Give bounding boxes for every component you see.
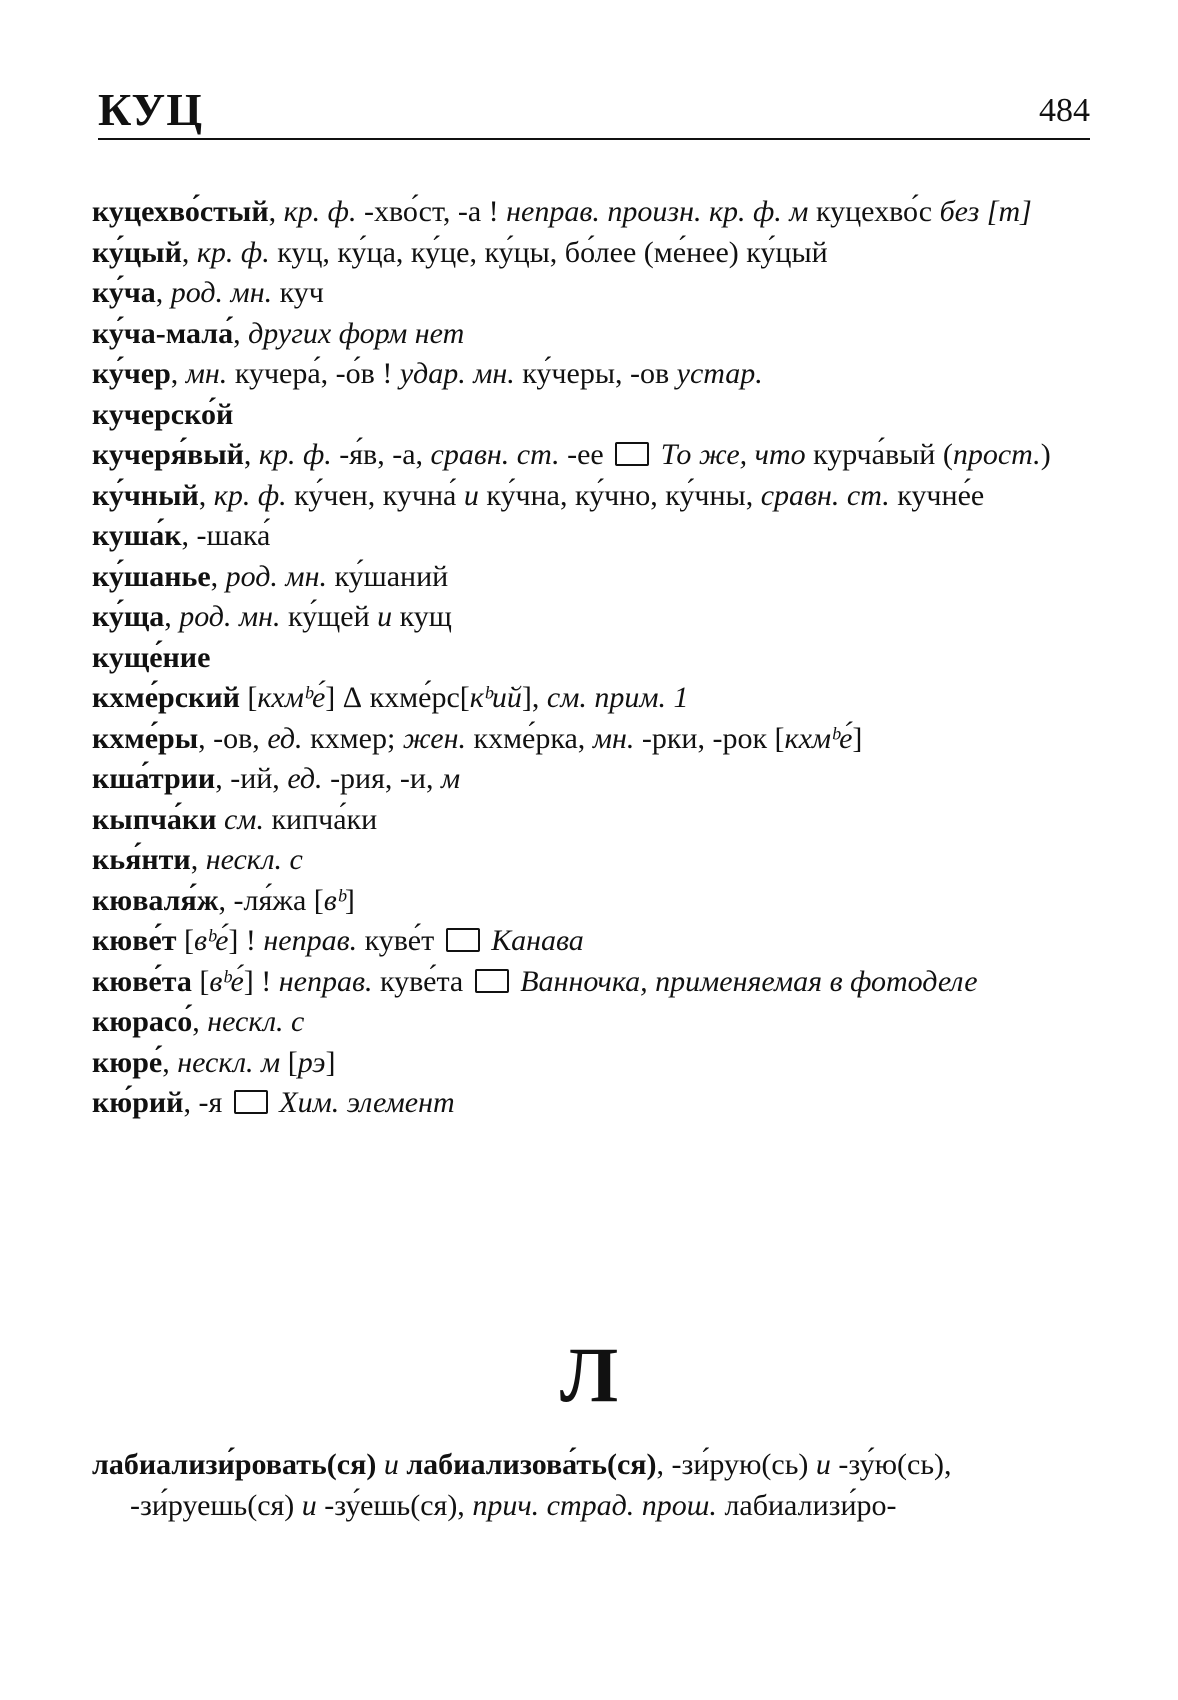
entry-text: , -ов, — [198, 721, 268, 755]
definition-box-icon — [446, 928, 480, 952]
entry-text: ] — [344, 883, 355, 917]
dictionary-entry — [92, 476, 1092, 517]
grammar-note: Канава — [491, 924, 584, 957]
dictionary-entry — [92, 921, 1092, 962]
entry-text: [ — [176, 924, 194, 957]
dictionary-entry — [92, 638, 1092, 679]
headword: кюрасо́ — [92, 1005, 193, 1038]
headword: кья́нти — [92, 843, 191, 876]
dictionary-entry — [92, 962, 1092, 1003]
grammar-note: прич. страд. прош. — [472, 1488, 717, 1522]
entry-text: -рия, -и, — [322, 762, 441, 795]
page-number: 484 — [1039, 92, 1090, 129]
dictionary-entry — [92, 435, 1092, 476]
grammar-note: и — [383, 1448, 399, 1481]
grammar-note: нескл. м — [177, 1045, 281, 1079]
entry-text: [ — [280, 1045, 298, 1079]
grammar-note: неправ. — [263, 924, 358, 957]
grammar-note: м — [440, 762, 461, 795]
grammar-note: ед. — [267, 721, 303, 755]
grammar-note: То же, что — [660, 438, 806, 471]
headword: кша́трии — [92, 762, 216, 795]
grammar-note: рэ — [297, 1045, 326, 1079]
entry-text: куве́т — [357, 924, 442, 957]
entry-text: -рки, -рок [ — [634, 721, 785, 755]
entry-text: , — [181, 235, 197, 269]
entry-text: -ее — [559, 438, 612, 471]
headword: ку́ча — [92, 276, 156, 309]
grammar-note: устар. — [676, 357, 763, 390]
dictionary-entry — [92, 192, 1092, 233]
page-header — [98, 82, 1090, 140]
grammar-note: сравн. ст. — [430, 438, 560, 471]
headword: кучеря́вый — [92, 438, 244, 471]
entry-text: , — [190, 843, 206, 876]
headword: кхме́ры — [92, 721, 199, 755]
entry-text: -зу́ю(сь), -зи́руешь(ся) — [130, 1448, 952, 1522]
entry-text: -зу́ешь(ся), — [316, 1488, 473, 1522]
dictionary-entry — [92, 233, 1092, 274]
entry-text — [376, 1448, 384, 1481]
headword: ку́чер — [92, 357, 171, 390]
entry-text: ] — [852, 721, 863, 755]
dictionary-entry — [92, 354, 1092, 395]
headword: кхме́рский — [92, 681, 240, 714]
headword: лабиализова́ть(ся) — [406, 1448, 657, 1481]
entry-text: кхмер; — [302, 721, 403, 755]
dictionary-entry — [92, 881, 1092, 922]
entry-text: , — [268, 195, 284, 228]
entry-text: ] ! — [228, 924, 264, 957]
entry-text: , -я — [183, 1086, 230, 1119]
headword: ку́ща — [92, 600, 165, 633]
dictionary-entry — [92, 800, 1092, 841]
entry-text: [ — [239, 681, 258, 714]
entry-text — [653, 438, 661, 471]
entry-text: кучне́е — [889, 478, 985, 512]
entry-text: , — [170, 357, 186, 390]
entry-text: ] ! — [243, 964, 279, 998]
dictionary-entry — [92, 678, 1092, 719]
dictionary-entry — [92, 557, 1092, 598]
grammar-note: и — [815, 1448, 831, 1481]
entry-text: , -ля́жа [ — [218, 883, 324, 917]
grammar-note: см. прим. 1 — [546, 681, 689, 714]
dictionary-entry — [92, 1083, 1092, 1124]
grammar-note: вᵇе́ — [193, 924, 229, 957]
grammar-note: неправ. произн. кр. ф. м — [506, 195, 809, 228]
grammar-note: неправ. — [278, 964, 373, 998]
dictionary-entry — [92, 1445, 1092, 1526]
entry-text: ку́шаний — [326, 559, 449, 593]
entry-text: , -зи́рую(сь) — [656, 1448, 816, 1481]
entry-text: кучера́, -о́в ! — [227, 357, 400, 390]
grammar-note: и — [301, 1488, 317, 1522]
grammar-note: Ванночка, применяемая в фотоделе — [520, 964, 978, 998]
entry-text: ку́черы, -ов — [514, 357, 677, 390]
entry-text: , -ий, — [215, 762, 288, 795]
grammar-note: и — [377, 600, 393, 633]
entry-text: , — [243, 438, 259, 471]
grammar-note: род. мн. — [225, 559, 327, 593]
entry-text: , -шака́ — [181, 519, 271, 552]
grammar-note: других форм нет — [248, 316, 465, 350]
grammar-note: мн. — [592, 721, 635, 755]
entry-text: , — [233, 316, 249, 350]
entry-text: , — [162, 1045, 178, 1079]
dictionary-entry — [92, 314, 1092, 355]
grammar-note: кᵇий — [469, 681, 522, 714]
entry-text: ] — [325, 1045, 336, 1079]
headword: ку́чный — [92, 478, 199, 512]
grammar-note: кр. ф. — [213, 478, 287, 512]
dictionary-entry — [92, 597, 1092, 638]
grammar-note: жен. — [402, 721, 466, 755]
dictionary-entry — [92, 719, 1092, 760]
entry-text: ] — [325, 681, 343, 714]
grammar-note: род. мн. — [170, 276, 273, 309]
dictionary-entry — [92, 516, 1092, 557]
entry-text: куц, ку́ца, ку́це, ку́цы, бо́лее (ме́нее) ку́цый — [269, 235, 828, 269]
dictionary-entries-l — [92, 1445, 1092, 1526]
headword: ку́цый — [92, 235, 182, 269]
entry-text: -я́в, -а, — [331, 438, 431, 471]
headword: кюве́та — [92, 964, 192, 998]
grammar-note: вᵇ — [323, 883, 345, 917]
entry-text: [ — [191, 964, 210, 998]
grammar-note: без [т] — [939, 195, 1032, 228]
entry-text: , — [192, 1005, 208, 1038]
grammar-note: см. — [223, 802, 264, 836]
entry-text: кипча́ки — [263, 802, 378, 836]
grammar-note: кр. ф. — [283, 195, 357, 228]
definition-box-icon — [475, 969, 509, 993]
entry-text: кущ — [392, 600, 452, 633]
entry-text: кхме́рс[ — [362, 681, 470, 714]
grammar-note: прост. — [952, 438, 1041, 471]
headword: кю́рий — [92, 1086, 184, 1119]
definition-box-icon — [615, 442, 649, 466]
entry-text: куч — [272, 276, 324, 309]
grammar-note: кхмᵇе́ — [257, 681, 326, 714]
section-letter: Л — [559, 1331, 619, 1418]
entry-text: ку́чна, ку́чно, ку́чны, — [478, 478, 761, 512]
entry-text: , — [210, 559, 226, 593]
entry-text: , — [198, 478, 214, 512]
entry-text: курча́вый ( — [805, 438, 953, 471]
dictionary-entry — [92, 273, 1092, 314]
entry-text: ], — [521, 681, 547, 714]
entry-text: куве́та — [372, 964, 471, 998]
definition-box-icon — [234, 1090, 268, 1114]
headword: куще́ние — [92, 640, 211, 674]
grammar-note: кр. ф. — [258, 438, 332, 471]
grammar-note: и — [463, 478, 479, 512]
entry-text: куцехво́с — [808, 195, 940, 228]
grammar-note: кр. ф. — [196, 235, 270, 269]
grammar-note: вᵇе́ — [209, 964, 244, 998]
headword: куцехво́стый — [92, 195, 269, 228]
dictionary-entry — [92, 840, 1092, 881]
dictionary-entry — [92, 1043, 1092, 1084]
headword: ку́ча-мала́ — [92, 316, 234, 350]
running-headword: КУЦ — [98, 84, 203, 135]
entry-text: ) — [1040, 438, 1051, 471]
grammar-note: кхмᵇе́ — [784, 721, 853, 755]
entry-text: лабиализи́ро- — [716, 1488, 897, 1522]
entry-text: ку́щей — [280, 600, 378, 633]
headword: кюве́т — [92, 924, 177, 957]
headword: кюре́ — [92, 1045, 163, 1079]
headword: кучерско́й — [92, 397, 234, 431]
entry-text — [216, 803, 224, 836]
grammar-note: мн. — [185, 357, 228, 390]
grammar-note: сравн. ст. — [760, 478, 890, 512]
dictionary-entry — [92, 1002, 1092, 1043]
grammar-note: удар. мн. — [399, 357, 515, 390]
dictionary-entry — [92, 759, 1092, 800]
headword: кюваля́ж — [92, 883, 219, 917]
headword: лабиализи́ровать(ся) — [92, 1448, 377, 1481]
grammar-note: род. мн. — [179, 600, 281, 633]
headword: куша́к — [92, 519, 182, 552]
dictionary-entry — [92, 395, 1092, 436]
grammar-note: нескл. с — [205, 843, 303, 876]
grammar-note: ед. — [287, 762, 323, 795]
headword: ку́шанье — [92, 559, 211, 593]
entry-text: -хво́ст, -а ! — [356, 195, 507, 228]
entry-text: , — [164, 600, 180, 633]
entry-text: кхме́рка, — [466, 721, 593, 755]
grammar-note: нескл. с — [207, 1005, 305, 1038]
entry-text: ку́чен, кучна́ — [286, 478, 464, 512]
headword: кыпча́ки — [92, 802, 217, 836]
triangle-icon: Δ — [342, 681, 363, 714]
dictionary-entries-k — [92, 192, 1092, 1124]
grammar-note: Хим. элемент — [279, 1086, 455, 1119]
entry-text: , — [155, 276, 171, 309]
